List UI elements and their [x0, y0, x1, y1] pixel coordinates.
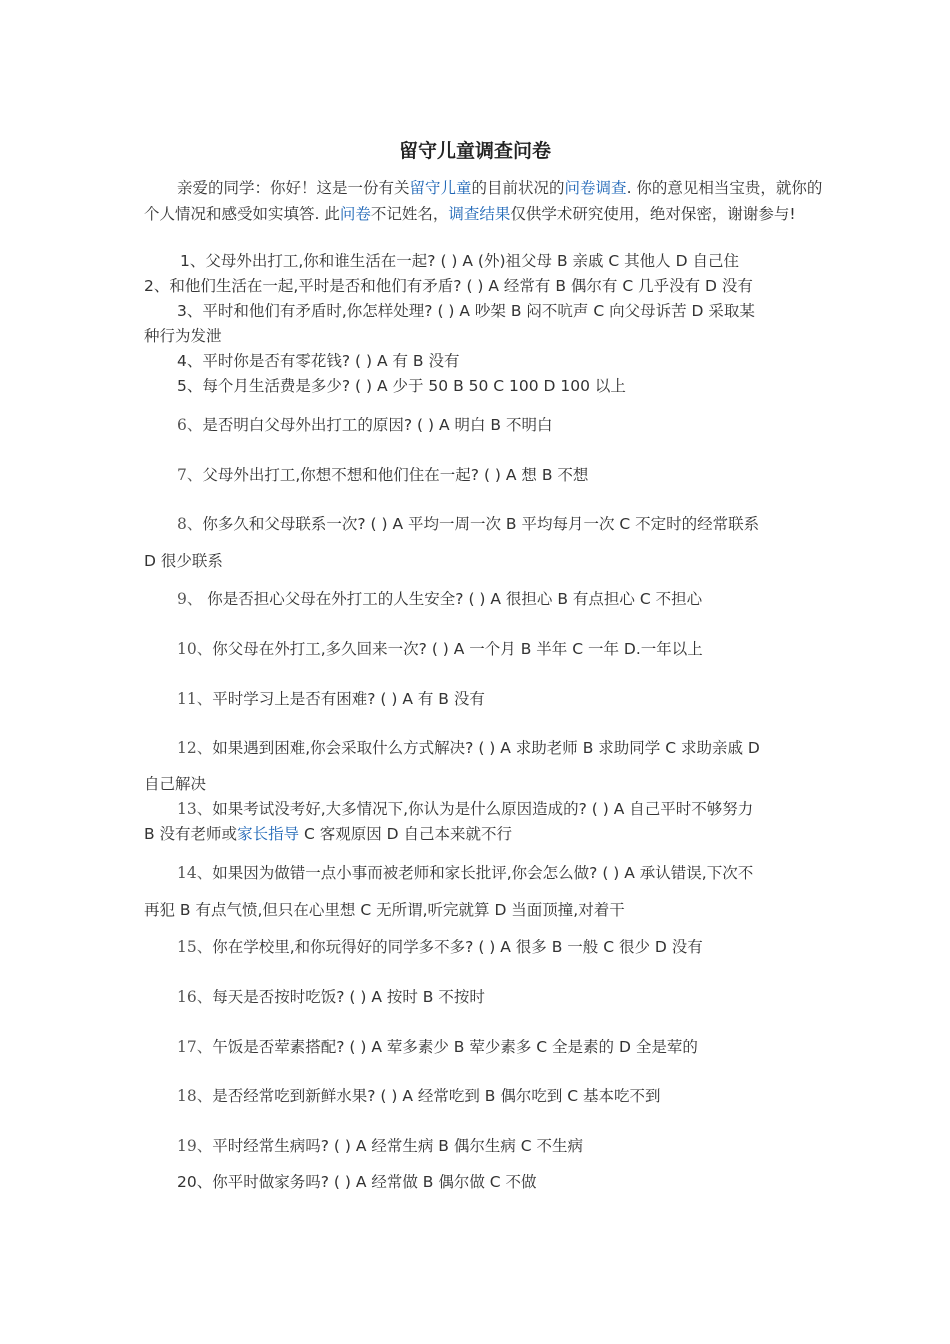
question-text: 平时学习上是否有困难? ( ) A 有 B 没有: [212, 690, 485, 708]
question-14: [177, 862, 753, 884]
question-15: [177, 936, 703, 958]
question-number: 8、: [177, 515, 203, 533]
question-2: 2、和他们生活在一起,平时是否和他们有矛盾? ( ) A 经常有 B 偶尔有 C 几乎没有 D 没有: [144, 277, 753, 295]
link-questionnaire[interactable]: 问卷: [339, 205, 371, 223]
question-text: 如果考试没考好,大多情况下,你认为是什么原因造成的? ( ) A 自己平时不够努力: [212, 800, 754, 818]
intro-paragraph: [144, 175, 824, 227]
question-20: 20、你平时做家务吗? ( ) A 经常做 B 偶尔做 C 不做: [177, 1173, 537, 1191]
question-number: 6、: [177, 416, 203, 434]
question-number: 19、: [177, 1137, 213, 1155]
question-17: [177, 1036, 698, 1058]
question-5: 5、每个月生活费是多少? ( ) A 少于 50 B 50 C 100 D 100 以上: [177, 377, 626, 395]
intro-text-2: 的目前状况的: [471, 179, 565, 197]
question-13-line-2: [144, 823, 512, 845]
intro-text-4: 不记姓名，: [370, 205, 449, 223]
question-text: 你在学校里,和你玩得好的同学多不多? ( ) A 很多 B 一般 C 很少 D 没有: [212, 938, 703, 956]
question-text: 如果遇到困难,你会采取什么方式解决? ( ) A 求助老师 B 求助同学 C 求助亲戚 D: [212, 739, 760, 757]
question-number: 17、: [177, 1038, 213, 1056]
intro-text-1: 亲爱的同学：你好！这是一份有关: [177, 179, 410, 197]
question-number: 18、: [177, 1087, 213, 1105]
question-14-line-2: 再犯 B 有点气愤,但只在心里想 C 无所谓,听完就算 D 当面顶撞,对着干: [144, 901, 625, 919]
question-8: [177, 513, 759, 535]
question-12: [177, 737, 760, 759]
question-4: 4、平时你是否有零花钱? ( ) A 有 B 没有: [177, 352, 460, 370]
question-number: 12、: [177, 739, 213, 757]
document-title: 留守儿童调查问卷: [398, 140, 551, 162]
question-7: [177, 464, 588, 486]
question-12-line-2: 自己解决: [144, 775, 207, 793]
question-number: 11、: [177, 690, 213, 708]
link-parent-guidance[interactable]: 家长指导: [237, 825, 300, 843]
intro-text-3: . 你的意见相当宝贵，就你的个人情况和感受如实填答. 此: [144, 179, 823, 223]
question-text: 你多久和父母联系一次? ( ) A 平均一周一次 B 平均每月一次 C 不定时的经常联系: [202, 515, 760, 533]
question-text: 平时经常生病吗? ( ) A 经常生病 B 偶尔生病 C 不生病: [212, 1137, 584, 1155]
question-10: [177, 638, 703, 660]
question-text: 是否经常吃到新鲜水果? ( ) A 经常吃到 B 偶尔吃到 C 基本吃不到: [212, 1087, 661, 1105]
question-text: 是否明白父母外出打工的原因? ( ) A 明白 B 不明白: [202, 416, 553, 434]
question-13: [177, 798, 753, 820]
question-text: 午饭是否荤素搭配? ( ) A 荤多素少 B 荤少素多 C 全是素的 D 全是荤的: [212, 1038, 698, 1056]
question-number: 13、: [177, 800, 213, 818]
link-survey-results[interactable]: 调查结果: [448, 205, 511, 223]
link-left-behind-children[interactable]: 留守儿童: [409, 179, 472, 197]
link-questionnaire-survey[interactable]: 问卷调查: [564, 179, 627, 197]
question-16: [177, 986, 485, 1008]
question-3-line-1: 3、平时和他们有矛盾时,你怎样处理? ( ) A 吵架 B 闷不吭声 C 向父母诉苦 D 采取某: [177, 302, 755, 320]
question-number: 16、: [177, 988, 213, 1006]
question-text: B 没有老师或: [144, 825, 238, 843]
question-text: 你父母在外打工,多久回来一次? ( ) A 一个月 B 半年 C 一年 D.一年以上: [212, 640, 703, 658]
question-number: 7、: [177, 466, 203, 484]
question-19: [177, 1135, 583, 1157]
intro-text-5: 仅供学术研究使用，绝对保密，谢谢参与!: [510, 205, 796, 223]
question-6: [177, 414, 553, 436]
question-number: 10、: [177, 640, 213, 658]
question-text: C 客观原因 D 自己本来就不行: [299, 825, 513, 843]
question-text: 每天是否按时吃饭? ( ) A 按时 B 不按时: [212, 988, 485, 1006]
question-text: 如果因为做错一点小事而被老师和家长批评,你会怎么做? ( ) A 承认错误,下次不: [212, 864, 754, 882]
question-11: [177, 688, 485, 710]
question-number: 9、: [177, 590, 203, 608]
question-1: 1、父母外出打工,你和谁生活在一起? ( ) A (外)祖父母 B 亲戚 C 其他人 D 自己住: [180, 252, 739, 270]
question-text: 你是否担心父母在外打工的人生安全? ( ) A 很担心 B 有点担心 C 不担心: [202, 590, 703, 608]
question-9: [177, 588, 702, 610]
question-number: 14、: [177, 864, 213, 882]
question-18: [177, 1085, 661, 1107]
question-8-line-2: D 很少联系: [144, 552, 223, 570]
question-3-line-2: 种行为发泄: [144, 327, 222, 345]
question-text: 父母外出打工,你想不想和他们住在一起? ( ) A 想 B 不想: [202, 466, 589, 484]
question-number: 15、: [177, 938, 213, 956]
